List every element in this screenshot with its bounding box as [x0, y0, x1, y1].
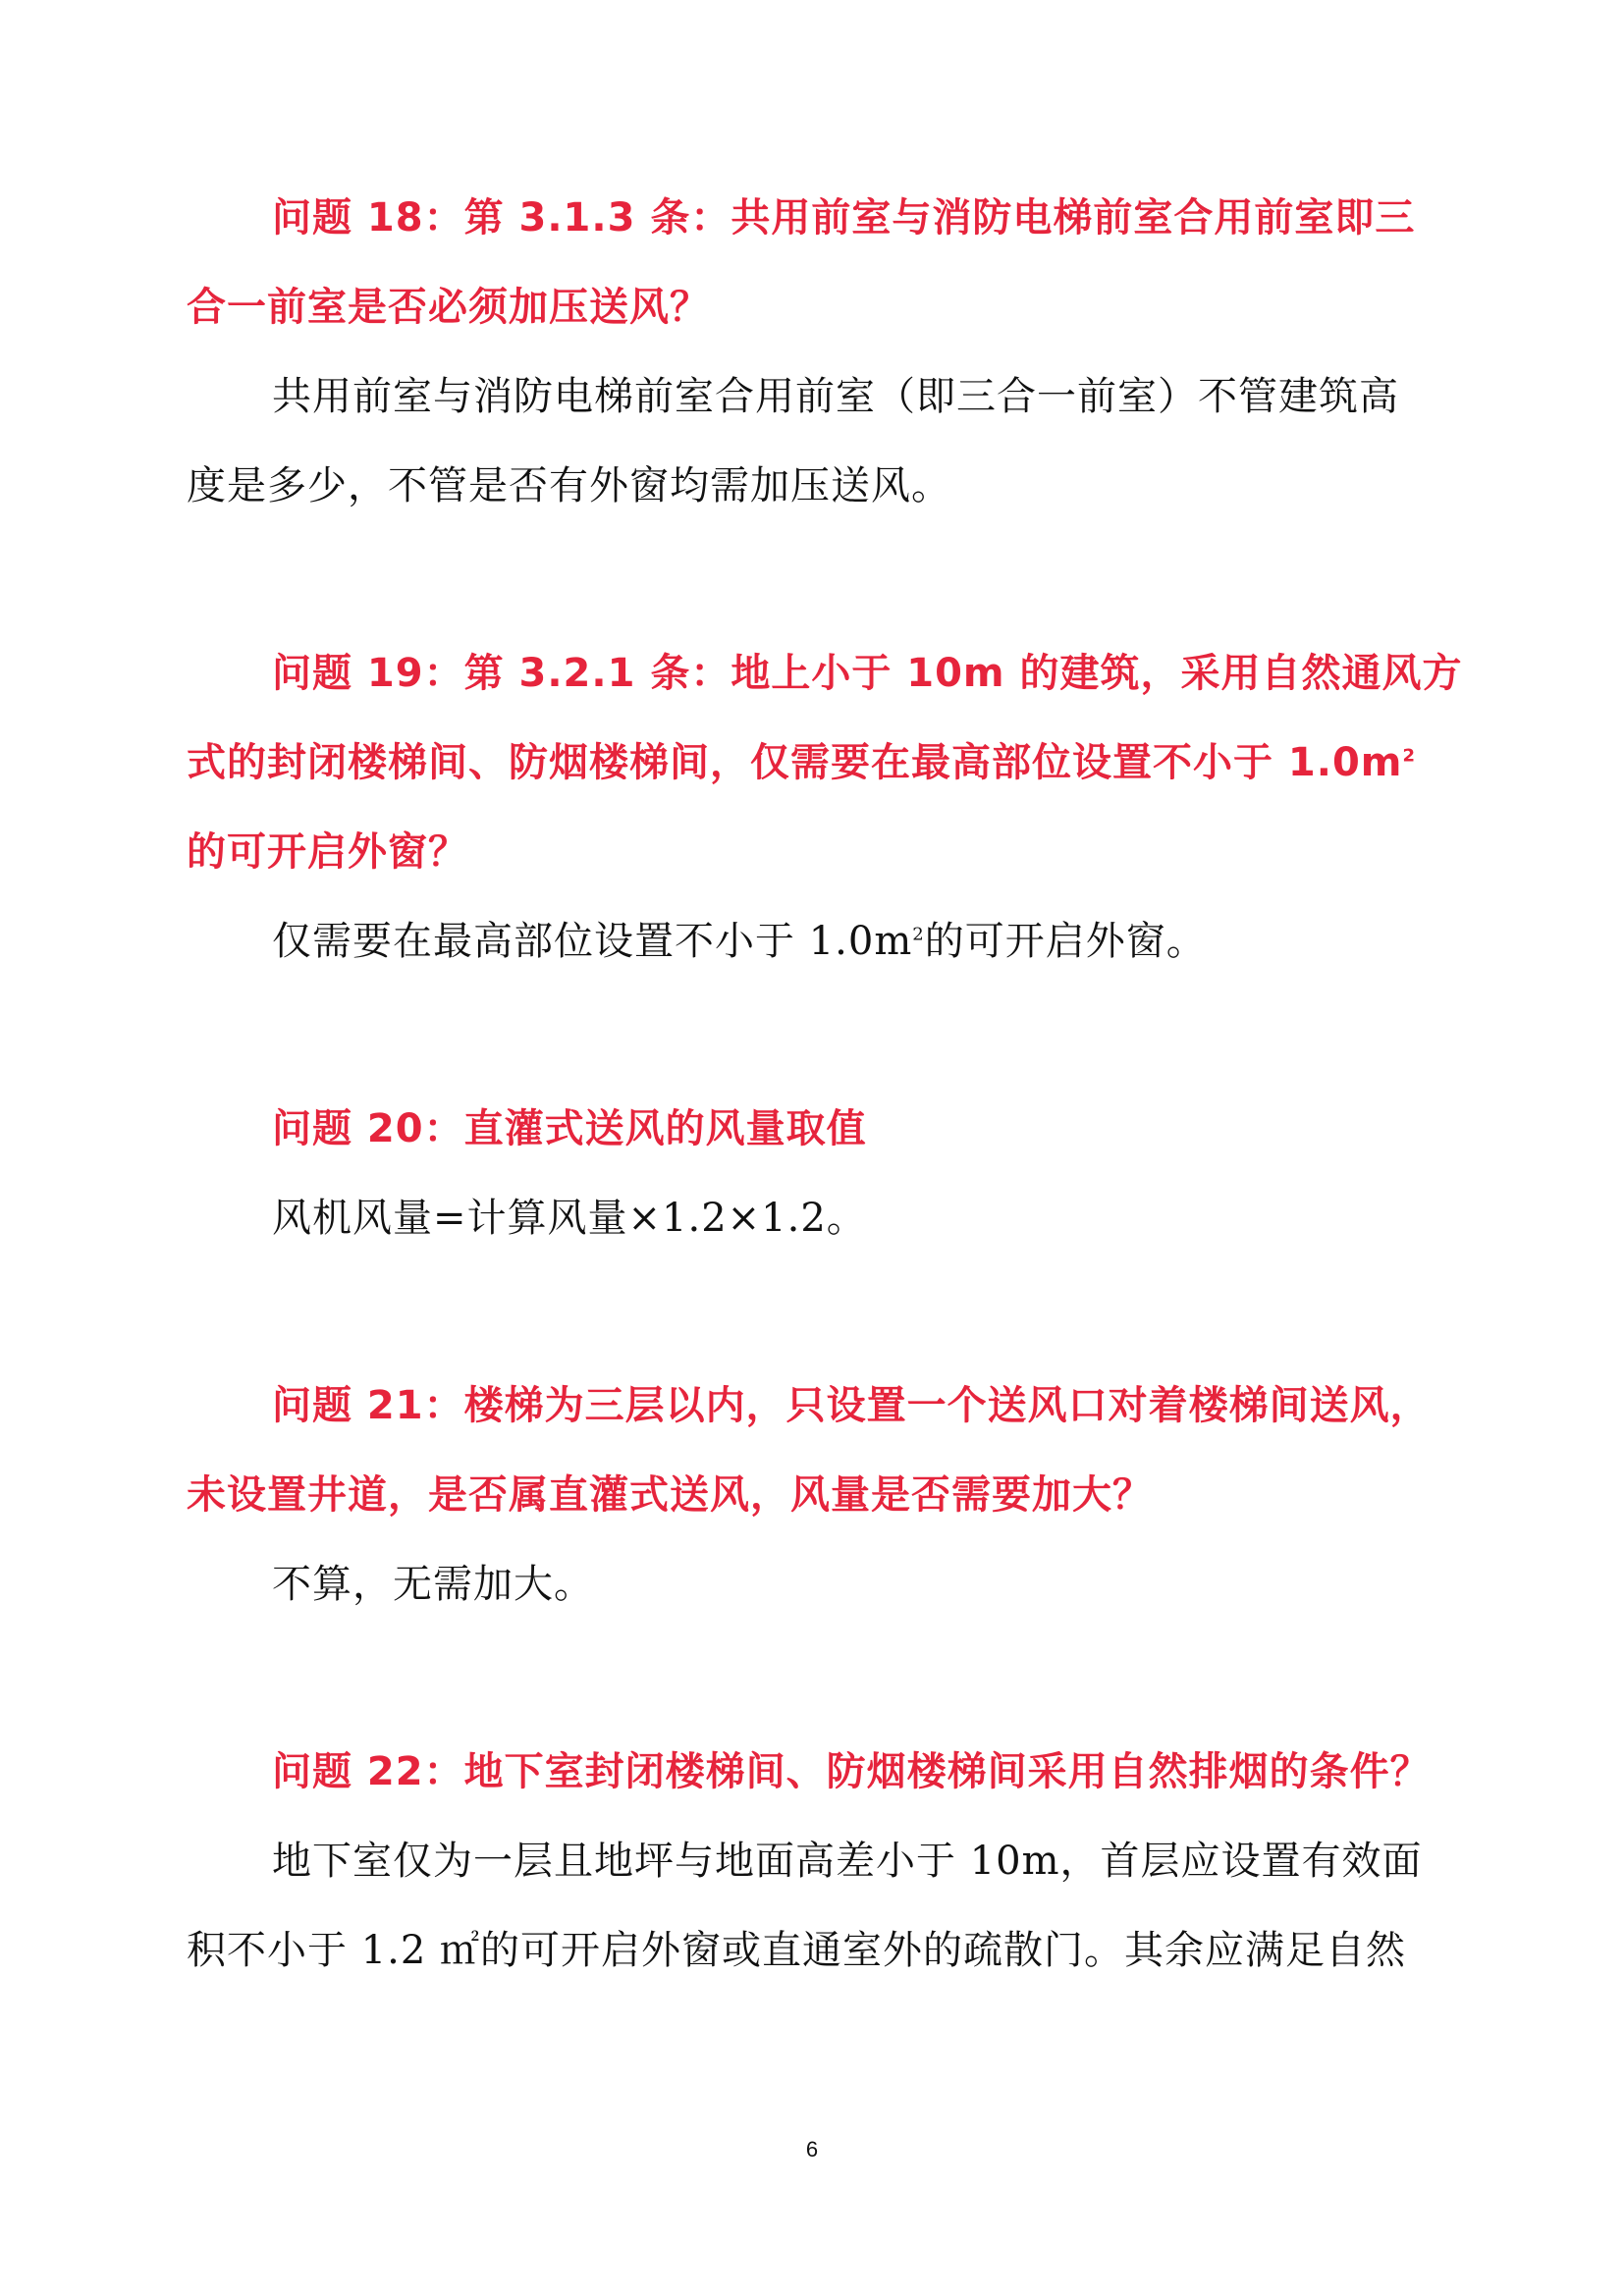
question-19-line-3: 的可开启外窗？: [187, 829, 468, 875]
answer-20-line-1: 风机风量=计算风量×1.2×1.2。: [272, 1196, 867, 1241]
question-22-line-1: 问题 22：地下室封闭楼梯间、防烟楼梯间采用自然排烟的条件？: [272, 1749, 1431, 1794]
answer-19-superscript: 2: [912, 924, 925, 945]
answer-19-line-1: [272, 910, 1529, 973]
answer-18-line-1: 共用前室与消防电梯前室合用前室（即三合一前室）不管建筑高: [272, 374, 1399, 419]
question-20-line-1: 问题 20：直灌式送风的风量取值: [272, 1106, 867, 1151]
question-18-line-1: 问题 18：第 3.1.3 条：共用前室与消防电梯前室合用前室即三: [272, 195, 1416, 240]
answer-19-text-before: 仅需要在最高部位设置不小于 1.0m: [272, 919, 913, 964]
answer-19-text-after: 的可开启外窗。: [924, 919, 1207, 964]
page-number: 6: [805, 2137, 819, 2162]
question-19-line-2: [187, 731, 1443, 794]
question-21-line-1: 问题 21：楼梯为三层以内，只设置一个送风口对着楼梯间送风，: [272, 1383, 1431, 1428]
question-21-line-2: 未设置井道，是否属直灌式送风，风量是否需要加大？: [187, 1472, 1153, 1518]
answer-18-line-2: 度是多少，不管是否有外窗均需加压送风。: [187, 463, 951, 508]
answer-22-line-1: 地下室仅为一层且地坪与地面高差小于 10m，首层应设置有效面: [272, 1839, 1423, 1884]
question-18-line-2: 合一前室是否必须加压送风？: [187, 285, 710, 330]
answer-22-line-2: 积不小于 1.2 ㎡的可开启外窗或直通室外的疏散门。其余应满足自然: [187, 1928, 1407, 1973]
question-19-line-2-text: 式的封闭楼梯间、防烟楼梯间，仅需要在最高部位设置不小于 1.0m: [187, 740, 1403, 785]
question-19-superscript: 2: [1402, 745, 1416, 767]
question-19-line-1: 问题 19：第 3.2.1 条：地上小于 10m 的建筑，采用自然通风方: [272, 651, 1463, 696]
answer-21-line-1: 不算，无需加大。: [272, 1562, 594, 1607]
